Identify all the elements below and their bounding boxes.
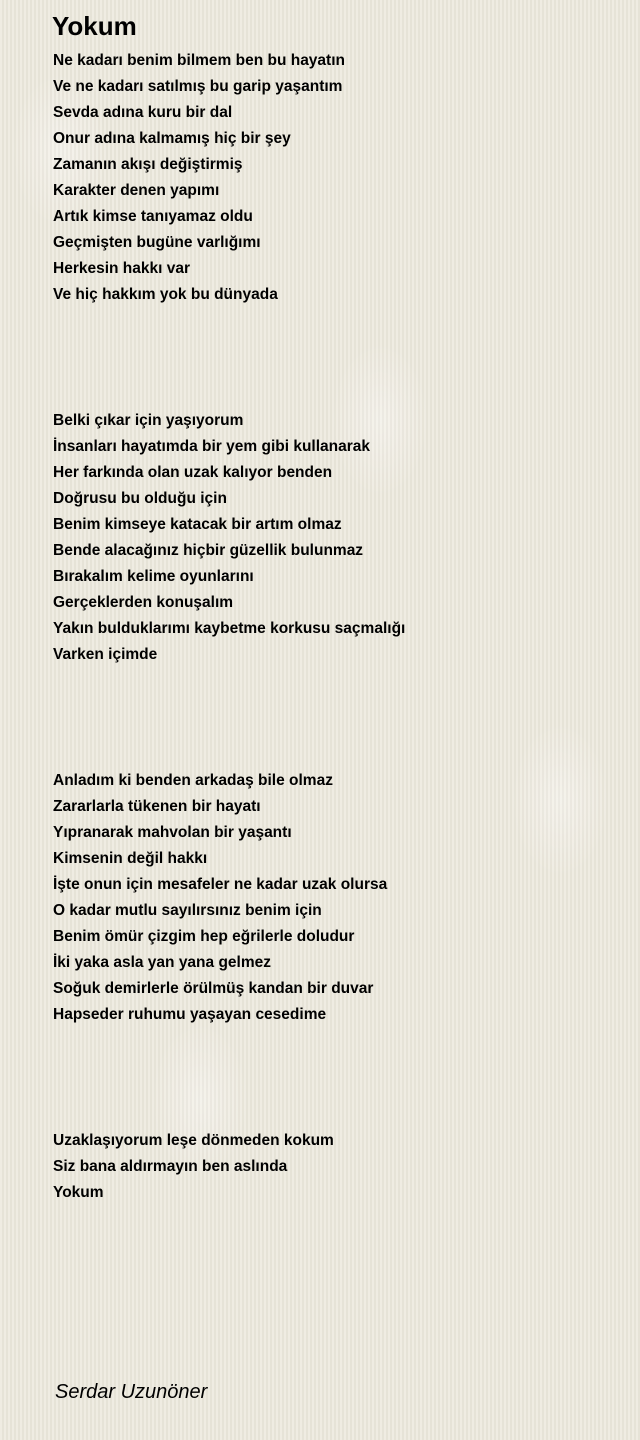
poem-author: Serdar Uzunöner [55, 1381, 208, 1403]
poem-line: O kadar mutlu sayılırsınız benim için [53, 902, 322, 919]
poem-line: Soğuk demirlerle örülmüş kandan bir duvar [53, 980, 374, 997]
poem-line: İnsanları hayatımda bir yem gibi kullanarak [53, 438, 371, 455]
poem-line: Yokum [53, 1184, 104, 1201]
poem-line: Anladım ki benden arkadaş bile olmaz [53, 772, 333, 789]
stanza-2 [53, 408, 613, 668]
stanza-3 [53, 768, 613, 1028]
poem-line: Hapseder ruhumu yaşayan cesedime [53, 1006, 327, 1023]
stanza-gap [53, 1028, 613, 1128]
poem-line: Karakter denen yapımı [53, 182, 220, 199]
stanza-gap [53, 308, 613, 408]
poem-line: Varken içimde [53, 646, 158, 663]
poem-line: Onur adına kalmamış hiç bir şey [53, 130, 291, 147]
stanza-gap [53, 668, 613, 768]
poem-line: İki yaka asla yan yana gelmez [53, 954, 271, 971]
poem-line: Bende alacağınız hiçbir güzellik bulunmaz [53, 542, 364, 559]
poem-line: Siz bana aldırmayın ben aslında [53, 1158, 288, 1175]
poem-title: Yokum [52, 11, 137, 41]
poem-line: Zamanın akışı değiştirmiş [53, 156, 243, 173]
poem-line: Benim kimseye katacak bir artım olmaz [53, 516, 342, 533]
poem-line: Belki çıkar için yaşıyorum [53, 412, 244, 429]
poem-line: Zararlarla tükenen bir hayatı [53, 798, 261, 815]
poem-line: Yakın bulduklarımı kaybetme korkusu saçmalığı [53, 620, 406, 637]
poem-line: Artık kimse tanıyamaz oldu [53, 208, 253, 225]
poem-line: Yıpranarak mahvolan bir yaşantı [53, 824, 292, 841]
stanza-1 [53, 48, 613, 308]
poem-container [53, 10, 613, 1206]
poem-line: Ve hiç hakkım yok bu dünyada [53, 286, 278, 303]
poem-line: Geçmişten bugüne varlığımı [53, 234, 261, 251]
poem-line: Doğrusu bu olduğu için [53, 490, 227, 507]
stanza-4 [53, 1128, 613, 1206]
poem-line: Her farkında olan uzak kalıyor benden [53, 464, 333, 481]
poem-line: Ve ne kadarı satılmış bu garip yaşantım [53, 78, 343, 95]
poem-line: Benim ömür çizgim hep eğrilerle doludur [53, 928, 355, 945]
poem-line: Sevda adına kuru bir dal [53, 104, 233, 121]
poem-line: Uzaklaşıyorum leşe dönmeden kokum [53, 1132, 334, 1149]
poem-line: Ne kadarı benim bilmem ben bu hayatın [53, 52, 345, 69]
poem-line: Herkesin hakkı var [53, 260, 191, 277]
poem-line: Bırakalım kelime oyunlarını [53, 568, 254, 585]
poem-line: Gerçeklerden konuşalım [53, 594, 234, 611]
poem-line: Kimsenin değil hakkı [53, 850, 208, 867]
poem-line: İşte onun için mesafeler ne kadar uzak olursa [53, 876, 388, 893]
